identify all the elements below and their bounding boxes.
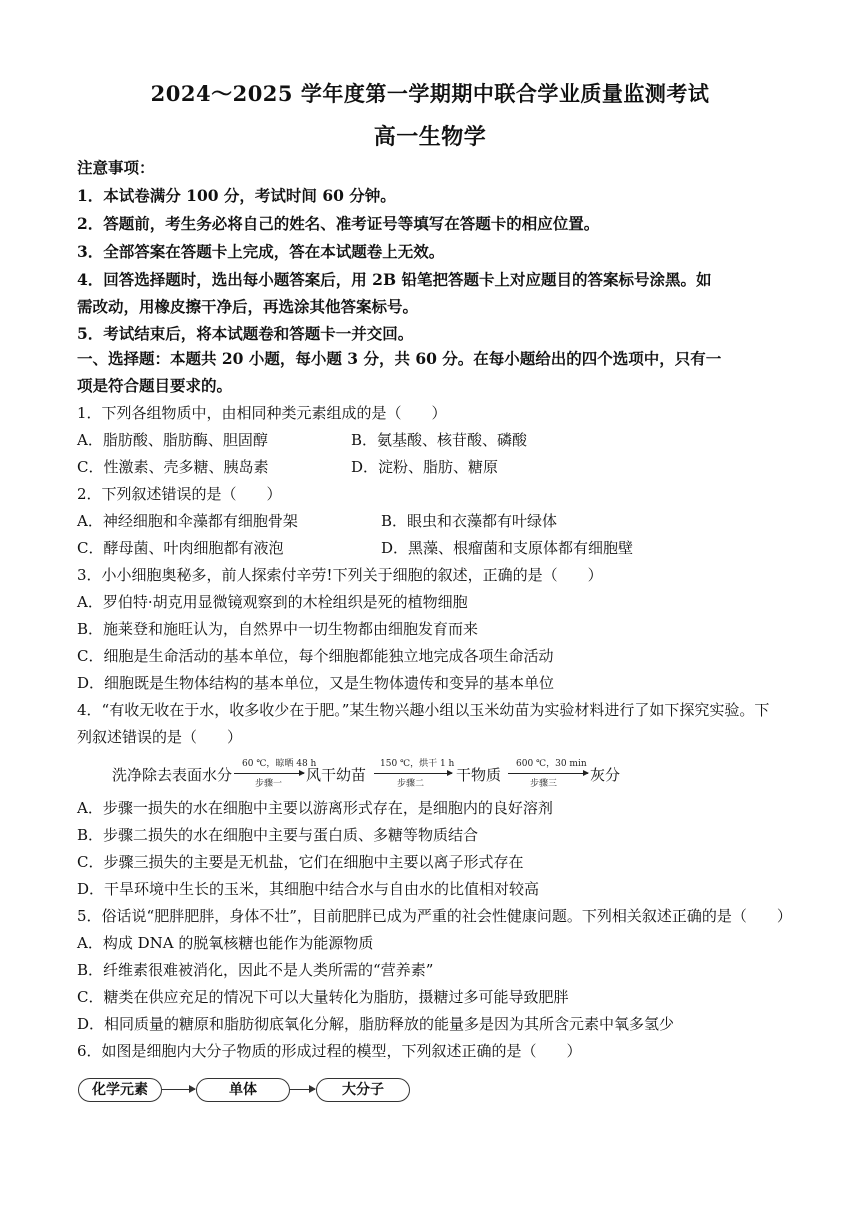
q2-option-d: D．黑藻、根瘤菌和支原体都有细胞壁 [381,539,634,557]
flow-arrow [374,773,452,774]
model-box-macromolecule: 大分子 [316,1078,410,1102]
section-instructions: 一、选择题：本题共 20 小题，每小题 3 分，共 60 分。在每小题给出的四个选项中，只有一 [77,349,722,368]
notice-item: 2．答题前，考生务必将自己的姓名、准考证号等填写在答题卡的相应位置。 [77,214,600,233]
question-2-stem: 2．下列叙述错误的是（ ） [77,485,282,503]
flow-node-wash: 洗净除去表面水分 [112,766,233,784]
q1-option-d: D．淀粉、脂肪、糖原 [351,458,499,476]
flow-step-label: 步骤二 [397,779,425,789]
q3-option-d: D．细胞既是生物体结构的基本单位，又是生物体遗传和变异的基本单位 [77,674,555,692]
notice-item: 3．全部答案在答题卡上完成，答在本试题卷上无效。 [77,242,445,261]
question-3-stem: 3．小小细胞奥秘多，前人探索付辛劳!下列关于细胞的叙述，正确的是（ ） [77,566,603,584]
flow-condition: 150 ℃，烘干 1 h [380,759,455,769]
q1-option-b: B．氨基酸、核苷酸、磷酸 [351,431,528,449]
notice-item: 1．本试卷满分 100 分，考试时间 60 分钟。 [77,186,396,205]
flow-step-label: 步骤三 [530,779,558,789]
q5-option-b: B．纤维素很难被消化，因此不是人类所需的“营养素” [77,961,434,979]
q2-option-b: B．眼虫和衣藻都有叶绿体 [381,512,558,530]
flow-condition: 600 ℃，30 min [516,759,587,769]
q1-option-c: C．性激素、壳多糖、胰岛素 [77,458,269,476]
q3-option-c: C．细胞是生命活动的基本单位，每个细胞都能独立地完成各项生命活动 [77,647,554,665]
q4-option-a: A．步骤一损失的水在细胞中主要以游离形式存在，是细胞内的良好溶剂 [77,799,553,817]
notice-item: 4．回答选择题时，选出每小题答案后，用 2B 铅笔把答题卡上对应题目的答案标号涂黑。如 [77,270,712,289]
q5-option-d: D．相同质量的糖原和脂肪彻底氧化分解，脂肪释放的能量多是因为其所含元素中氧多氢少 [77,1015,675,1033]
q4-option-b: B．步骤二损失的水在细胞中主要与蛋白质、多糖等物质结合 [77,826,479,844]
macromolecule-model-diagram [78,1074,408,1106]
model-arrow [162,1089,195,1090]
flow-node-dry-seedling: 风干幼苗 [306,766,367,784]
q5-option-a: A．构成 DNA 的脱氧核糖也能作为能源物质 [77,934,374,952]
question-6-stem: 6．如图是细胞内大分子物质的形成过程的模型，下列叙述正确的是（ ） [77,1042,582,1060]
question-5-stem: 5．俗话说“肥胖肥胖，身体不壮”，目前肥胖已成为严重的社会性健康问题。下列相关叙述正确的是（ ） [77,907,792,925]
section-instructions-cont: 项是符合题目要求的。 [77,376,233,395]
flow-step-label: 步骤一 [255,779,283,789]
exam-subject: 高一生物学 [373,124,487,150]
q3-option-a: A．罗伯特·胡克用显微镜观察到的木栓组织是死的植物细胞 [77,593,468,611]
q3-option-b: B．施莱登和施旺认为，自然界中一切生物都由细胞发育而来 [77,620,479,638]
model-box-elements: 化学元素 [78,1078,162,1102]
flow-arrow [234,773,304,774]
flow-node-dry-matter: 干物质 [456,766,502,784]
flow-node-ash: 灰分 [590,766,621,784]
q2-option-c: C．酵母菌、叶肉细胞都有液泡 [77,539,284,557]
model-arrow [290,1089,315,1090]
flow-arrow [508,773,588,774]
notice-heading: 注意事项： [77,158,155,177]
q5-option-c: C．糖类在供应充足的情况下可以大量转化为脂肪，摄糖过多可能导致肥胖 [77,988,569,1006]
notice-item: 需改动，用橡皮擦干净后，再选涂其他答案标号。 [77,297,419,316]
exam-title: 2024～2025 学年度第一学期期中联合学业质量监测考试 [150,81,710,106]
q2-option-a: A．神经细胞和伞藻都有细胞骨架 [77,512,298,530]
q4-option-d: D．干旱环境中生长的玉米，其细胞中结合水与自由水的比值相对较高 [77,880,540,898]
model-box-monomer: 单体 [196,1078,290,1102]
question-4-stem: 4．“有收无收在于水，收多收少在于肥。”某生物兴趣小组以玉米幼苗为实验材料进行了如下探究实验。下 [77,701,770,719]
question-1-stem: 1．下列各组物质中，由相同种类元素组成的是（ ） [77,404,447,422]
flow-condition: 60 ℃，晾晒 48 h [242,759,317,769]
experiment-flow-diagram [112,756,632,790]
q1-option-a: A．脂肪酸、脂肪酶、胆固醇 [77,431,268,449]
q4-option-c: C．步骤三损失的主要是无机盐，它们在细胞中主要以离子形式存在 [77,853,524,871]
question-4-stem-cont: 列叙述错误的是（ ） [77,728,243,746]
notice-item: 5．考试结束后，将本试题卷和答题卡一并交回。 [77,324,414,343]
